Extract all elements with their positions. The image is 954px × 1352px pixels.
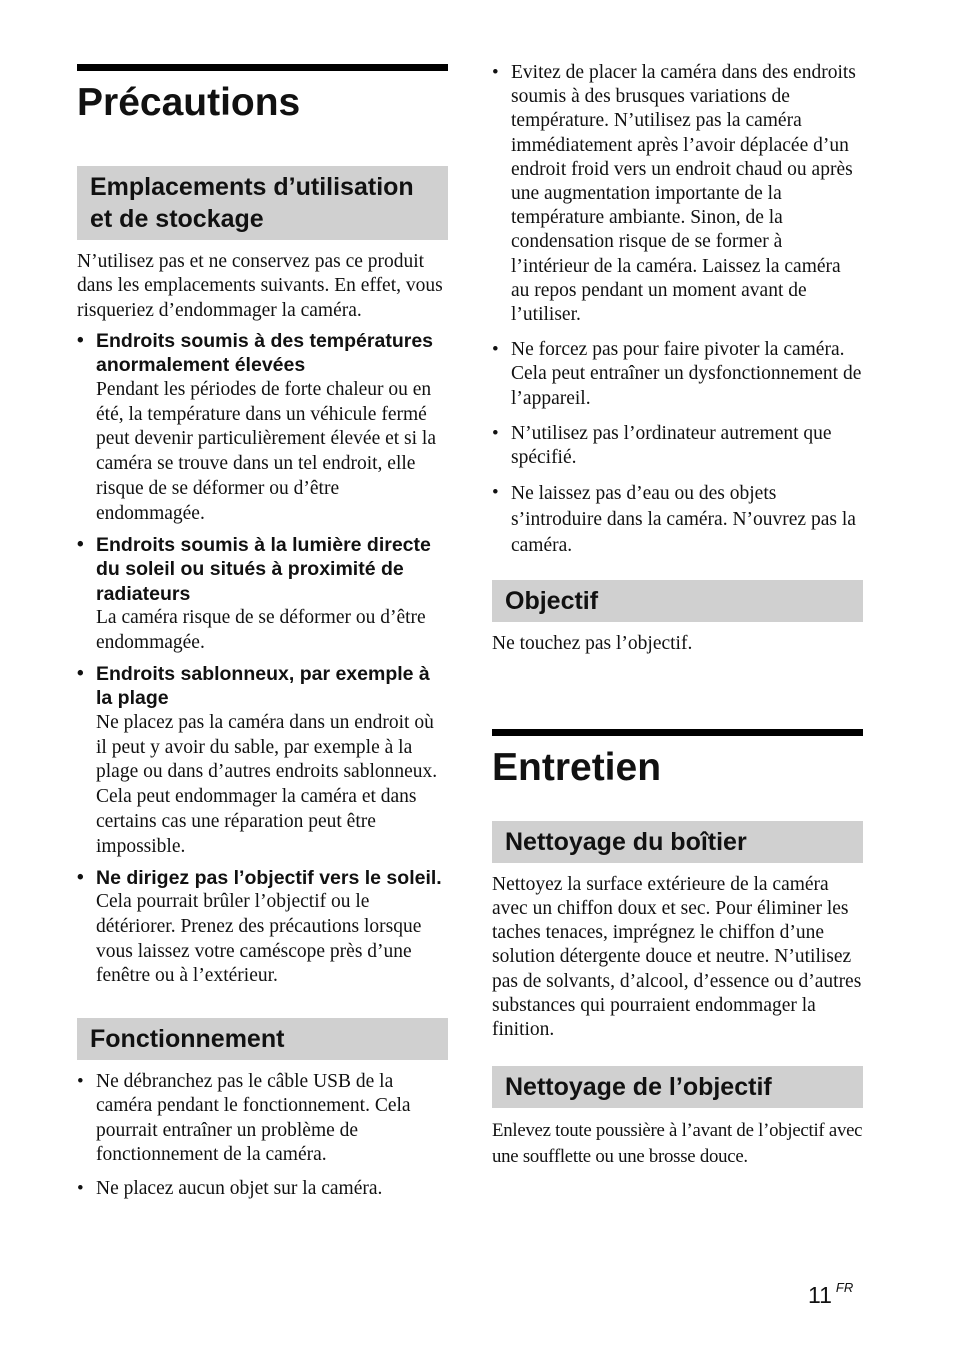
page-title: Précautions [77,64,448,129]
list-item [492,422,863,470]
bullet-icon: • [492,62,499,83]
item-title: Ne dirigez pas l’objectif vers le soleil. [96,866,442,889]
bullet-icon: • [492,482,499,504]
page-number [808,1282,853,1309]
item-title: Endroits sablonneux, par exemple à la plage [96,662,430,710]
bullet-icon: • [492,339,499,361]
list-item [77,533,448,656]
bullet-icon: • [77,329,84,351]
list-item [77,1177,448,1201]
bullet-icon: • [77,866,84,888]
list-item [77,662,448,860]
item-text: Pendant les périodes de forte chaleur ou en été, la température dans un véhicule fermé peut devenir particulièrement élevée et si la caméra se trouve dans un tel endroit, elle risque de se déformer ou d’être endommagée. [96,378,437,524]
item-text: Ne débranchez pas le câble USB de la caméra pendant le fonctionnement. Cela pourrait entraîner un problème de fonctionnement de la caméra. [96,1071,411,1165]
item-title: Endroits soumis à la lumière directe du soleil ou situés à proximité de radiateurs [96,533,431,605]
list-item [77,329,448,527]
list-item [77,1070,448,1167]
section-heading-boitier: Nettoyage du boîtier [492,821,863,863]
section-heading-line2: et de stockage [90,205,264,233]
intro-paragraph: N’utilisez pas et ne conservez pas ce produit dans les emplacements suivants. En effet, vous risqueriez d’endommager la caméra. [77,251,443,321]
handling-list [492,61,863,559]
boitier-text: Nettoyez la surface extérieure de la caméra avec un chiffon doux et sec. Pour éliminer les taches tenaces, imprégnez le chiffon d’une solution détergente douce et neutre. N’utilisez pas de solvants, d’alcool, d’essence ou d’autres substances qui pourraient endommager la finition. [492,873,862,1041]
item-text: Ne laissez pas d’eau ou des objets s’introduire dans la caméra. N’ouvrez pas la caméra. [511,483,856,557]
item-text: Cela pourrait brûler l’objectif ou le détériorer. Prenez des précautions lorsque vous laissez votre caméscope près d’une fenêtre ou à l’extérieur. [96,891,422,987]
operation-list [77,1070,448,1201]
section-heading-emplacements [77,166,448,240]
list-item [492,61,863,327]
bullet-icon: • [77,1071,84,1093]
right-column [492,61,863,1170]
list-item [492,481,863,559]
bullet-icon: • [77,1178,84,1200]
item-text: Ne placez pas la caméra dans un endroit où il peut y avoir du sable, par exemple à la plage ou dans d’autres endroits sablonneux. Cela peut endommager la caméra et dans certains cas une réparation peut être impossible. [96,711,438,857]
objectif-text: Ne touchez pas l’objectif. [492,633,693,655]
bullet-icon: • [77,662,84,684]
section-heading-line1: Emplacements d’utilisation [90,173,414,201]
lens-text: Enlevez toute poussière à l’avant de l’objectif avec une soufflette ou une brosse douce. [492,1119,863,1167]
locations-list [77,329,448,989]
language-code: FR [835,1280,854,1295]
section-heading-lens: Nettoyage de l’objectif [492,1066,863,1108]
item-title: Endroits soumis à des températures anormalement élevées [96,329,434,377]
item-text: La caméra risque de se déformer ou d’être endommagée. [96,607,426,653]
left-column [77,64,448,1201]
list-item [492,338,863,411]
item-text: Ne forcez pas pour faire pivoter la caméra. Cela peut entraîner un dysfonctionnement de l’appareil. [511,339,862,409]
bullet-icon: • [492,422,499,444]
section-heading-fonctionnement: Fonctionnement [77,1018,448,1060]
page-title-entretien: Entretien [492,729,863,794]
item-text: Evitez de placer la caméra dans des endroits soumis à des brusques variations de température. N’utilisez pas la caméra immédiatement après l’avoir déplacée d’un endroit froid vers un endroit chaud ou après une augmentation importante de la température ambiante. Sinon, de la condensation risque de se former à l’intérieur de la caméra. Laissez la caméra au repos pendant un moment avant de l’utiliser. [511,62,856,326]
page-number-value: 11 [808,1282,832,1308]
item-text: Ne placez aucun objet sur la caméra. [96,1178,383,1200]
section-heading-objectif: Objectif [492,580,863,622]
list-item [77,866,448,990]
item-text: N’utilisez pas l’ordinateur autrement que spécifié. [511,422,832,469]
bullet-icon: • [77,533,84,555]
